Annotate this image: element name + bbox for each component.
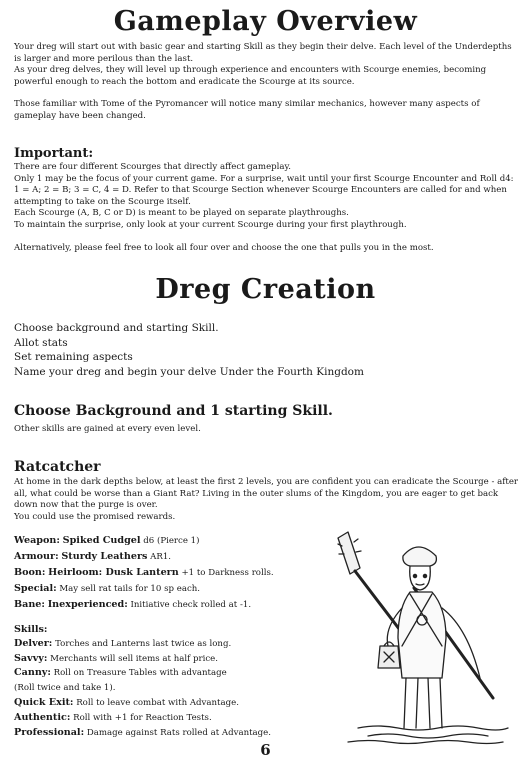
skill-name: Canny: <box>14 667 51 679</box>
armour-value: AR1. <box>150 552 172 562</box>
skill-text: Roll with +1 for Reaction Tests. <box>73 712 212 723</box>
boon-value: +1 to Darkness rolls. <box>181 568 274 578</box>
skill-name: Savvy: <box>14 652 48 664</box>
skill-item <box>14 652 314 667</box>
page-number: 6 <box>260 741 271 759</box>
armour-label: Armour: <box>14 551 59 562</box>
ratcatcher-stats <box>14 533 304 613</box>
skill-name: Quick Exit: <box>14 696 74 708</box>
weapon-name: Spiked Cudgel <box>62 535 141 546</box>
overview-text <box>14 42 519 123</box>
important-heading: Important: <box>14 146 94 161</box>
overview-paragraph-1: Your dreg will start out with basic gear and starting Skill as they begin their delve. Each level of the Underdepths is larger and more perilous than the last. <box>14 42 512 64</box>
overview-paragraph-2: As your dreg delves, they will level up through experience and encounters with Scourge enemies, becoming powerful enough to reach the bottom and eradicate the Scourge at its source. <box>14 65 487 87</box>
dreg-creation-title: Dreg Creation <box>155 274 376 305</box>
skill-text: Roll on Treasure Tables with advantage <box>53 668 227 679</box>
skill-text: Roll to leave combat with Advantage. <box>76 697 239 708</box>
skill-item <box>14 666 314 681</box>
skill-text: Merchants will sell items at half price. <box>50 653 219 664</box>
skills-list <box>14 623 314 740</box>
ratcatcher-illustration <box>318 528 518 748</box>
creation-step: Name your dreg and begin your delve Under the Fourth Kingdom <box>14 365 364 378</box>
special-label: Special: <box>14 583 57 594</box>
overview-paragraph-3: Those familiar with Tome of the Pyromancer will notice many similar mechanics, however many aspects of gameplay have been changed. <box>14 99 480 121</box>
boon-label: Boon: <box>14 567 46 578</box>
important-line-4: To maintain the surprise, only look at your current Scourge during your first playthrough. <box>14 219 407 230</box>
armour-name: Sturdy Leathers <box>61 551 148 562</box>
bane-line <box>14 597 304 613</box>
important-line-2: Only 1 may be the focus of your current game. For a surprise, wait until your first Scourge Encounter and Roll d4: 1 = A; 2 = B; 3 = C, 4 = D. Refer to that Scourge Section whenever Scourge Encounters are called for and when attempting to take on the Scourge itself. <box>14 173 514 207</box>
important-line-5: Alternatively, please feel free to look all four over and choose the one that pulls you in the most. <box>14 242 434 253</box>
special-value: May sell rat tails for 10 sp each. <box>59 584 201 594</box>
skill-text: Damage against Rats rolled at Advantage. <box>86 727 271 738</box>
bane-label: Bane: <box>14 599 45 610</box>
skill-text: (Roll twice and take 1). <box>14 683 116 694</box>
skill-name: Professional: <box>14 726 85 738</box>
bane-value: Initiative check rolled at -1. <box>130 600 252 610</box>
ratcatcher-description <box>14 477 519 523</box>
armour-line <box>14 549 304 565</box>
important-text <box>14 162 519 254</box>
skill-name: Delver: <box>14 637 53 649</box>
special-line <box>14 581 304 597</box>
skill-item <box>14 637 314 652</box>
creation-step: Allot stats <box>14 336 68 349</box>
gameplay-overview-title: Gameplay Overview <box>113 6 418 37</box>
ratcatcher-desc-2: You could use the promised rewards. <box>14 511 176 522</box>
weapon-value: d6 (Pierce 1) <box>143 536 200 546</box>
boon-line <box>14 565 304 581</box>
important-line-3: Each Scourge (A, B, C or D) is meant to be played on separate playthroughs. <box>14 208 349 219</box>
background-heading: Choose Background and 1 starting Skill. <box>14 403 333 419</box>
skill-item <box>14 726 314 741</box>
skill-text: Torches and Lanterns last twice as long. <box>55 638 232 649</box>
creation-step: Set remaining aspects <box>14 351 133 364</box>
ratcatcher-desc: At home in the dark depths below, at least the first 2 levels, you are confident you can eradicate the Scourge - after all, what could be worse than a Giant Rat? Living in the outer slums of the Kingdom, you are eager to get back down now that the purge is over. <box>14 477 519 511</box>
skill-item <box>14 681 314 696</box>
ratcatcher-heading: Ratcatcher <box>14 459 101 475</box>
weapon-line <box>14 533 304 549</box>
creation-step: Choose background and starting Skill. <box>14 322 219 334</box>
skill-item <box>14 711 314 726</box>
background-note: Other skills are gained at every even level. <box>14 424 201 434</box>
skill-item <box>14 696 314 711</box>
important-line-1: There are four different Scourges that directly affect gameplay. <box>14 162 291 172</box>
skill-name: Authentic: <box>14 711 71 723</box>
skills-heading: Skills: <box>14 624 48 635</box>
boon-name: Heirloom: Dusk Lantern <box>48 567 179 578</box>
creation-steps <box>14 321 364 379</box>
bane-name: Inexperienced: <box>47 599 128 610</box>
weapon-label: Weapon: <box>14 535 60 546</box>
